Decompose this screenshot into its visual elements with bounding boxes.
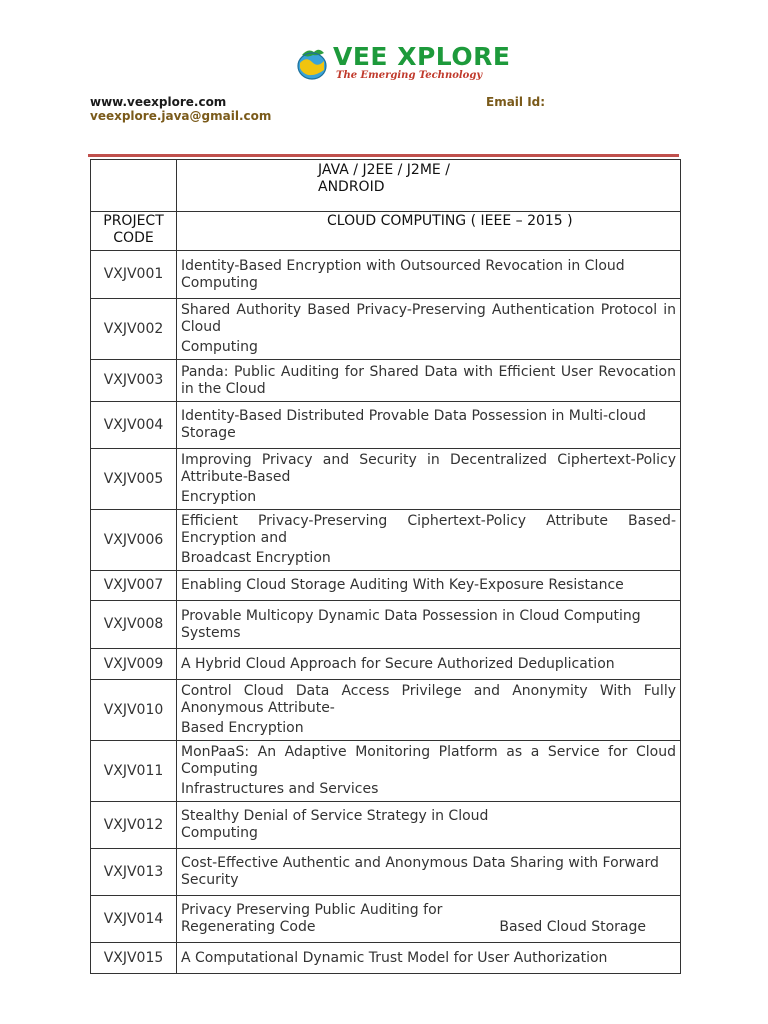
table-row bbox=[91, 510, 681, 571]
project-title bbox=[177, 510, 681, 571]
brand-name: VEE XPLORE bbox=[333, 42, 511, 71]
project-code: VXJV008 bbox=[91, 601, 177, 649]
project-title bbox=[177, 896, 681, 943]
globe-logo-icon bbox=[296, 46, 328, 80]
project-code: VXJV009 bbox=[91, 649, 177, 680]
project-table bbox=[90, 159, 681, 974]
table-row bbox=[91, 449, 681, 510]
project-title-line: Improving Privacy and Security in Decentralized Ciphertext-Policy Attribute-Based bbox=[181, 452, 676, 485]
project-title-line: Privacy Preserving Public Auditing for bbox=[181, 902, 443, 918]
project-title-line: Systems bbox=[181, 624, 241, 641]
project-code: VXJV007 bbox=[91, 571, 177, 601]
project-title-line: Cost-Effective Authentic and Anonymous Data Sharing with Forward bbox=[181, 855, 659, 871]
table-row bbox=[91, 402, 681, 449]
table-row bbox=[91, 360, 681, 402]
project-code: VXJV003 bbox=[91, 360, 177, 402]
project-code: VXJV001 bbox=[91, 251, 177, 299]
project-title-line: Panda: Public Auditing for Shared Data with Efficient User Revocation in the Cloud bbox=[181, 363, 676, 397]
project-title-line: Efficient Privacy-Preserving Ciphertext-Policy Attribute Based-Encryption and bbox=[181, 513, 676, 546]
project-title-line: Broadcast Encryption bbox=[181, 550, 331, 566]
project-title-line: Regenerating Code bbox=[181, 919, 316, 935]
project-title-line: A Computational Dynamic Trust Model for User Authorization bbox=[181, 949, 608, 966]
project-title-line: Identity-Based Distributed Provable Data Possession in Multi-cloud bbox=[181, 408, 646, 424]
code-header-line-2: CODE bbox=[113, 230, 154, 246]
project-title-line: Enabling Cloud Storage Auditing With Key-Exposure Resistance bbox=[181, 577, 624, 593]
email-address[interactable]: veexplore.java@gmail.com bbox=[90, 109, 272, 123]
project-title-line: A Hybrid Cloud Approach for Secure Authorized Deduplication bbox=[181, 655, 615, 672]
project-title bbox=[177, 943, 681, 974]
code-column-header bbox=[91, 212, 177, 251]
table-row bbox=[91, 649, 681, 680]
project-code: VXJV015 bbox=[91, 943, 177, 974]
project-code: VXJV011 bbox=[91, 741, 177, 802]
project-title-line: Security bbox=[181, 872, 239, 888]
table-row bbox=[91, 849, 681, 896]
website-link[interactable]: www.veexplore.com bbox=[90, 95, 227, 109]
project-title bbox=[177, 680, 681, 741]
table-row bbox=[91, 896, 681, 943]
heading-cell bbox=[177, 160, 681, 212]
brand-logo bbox=[296, 42, 511, 86]
project-title bbox=[177, 649, 681, 680]
table-row bbox=[91, 802, 681, 849]
project-code: VXJV004 bbox=[91, 402, 177, 449]
project-title bbox=[177, 360, 681, 402]
project-code: VXJV010 bbox=[91, 680, 177, 741]
project-title-line: Based Encryption bbox=[181, 720, 304, 736]
table-row bbox=[91, 680, 681, 741]
brand-tagline: The Emerging Technology bbox=[336, 70, 483, 81]
table-row bbox=[91, 601, 681, 649]
project-title-line: Provable Multicopy Dynamic Data Possession in Cloud Computing bbox=[181, 607, 641, 624]
project-title bbox=[177, 571, 681, 601]
project-title-line: Shared Authority Based Privacy-Preserving Authentication Protocol in Cloud bbox=[181, 302, 676, 335]
project-code: VXJV013 bbox=[91, 849, 177, 896]
project-title-line: Control Cloud Data Access Privilege and Anonymity With Fully Anonymous Attribute- bbox=[181, 683, 676, 716]
project-code: VXJV014 bbox=[91, 896, 177, 943]
project-title-line: Storage bbox=[181, 425, 236, 441]
table-row bbox=[91, 943, 681, 974]
project-code: VXJV006 bbox=[91, 510, 177, 571]
code-header-line-1: PROJECT bbox=[103, 213, 164, 229]
project-code: VXJV005 bbox=[91, 449, 177, 510]
section-header: CLOUD COMPUTING ( IEEE – 2015 ) bbox=[177, 212, 681, 251]
heading-line-1: JAVA / J2EE / J2ME / bbox=[318, 162, 450, 178]
project-title-line: Encryption bbox=[181, 489, 257, 505]
table-heading-row bbox=[91, 160, 681, 212]
project-title bbox=[177, 402, 681, 449]
heading-line-2: ANDROID bbox=[318, 179, 385, 195]
project-title bbox=[177, 299, 681, 360]
table-header-row bbox=[91, 212, 681, 251]
header-divider bbox=[88, 154, 679, 157]
project-title bbox=[177, 251, 681, 299]
project-title-line: Based Cloud Storage bbox=[499, 919, 646, 935]
project-title bbox=[177, 601, 681, 649]
project-title-line: Computing bbox=[181, 825, 258, 841]
project-title-line: Computing bbox=[181, 339, 258, 355]
project-title bbox=[177, 741, 681, 802]
project-title-line: MonPaaS: An Adaptive Monitoring Platform as a Service for Cloud Computing bbox=[181, 744, 676, 777]
project-title-line: Infrastructures and Services bbox=[181, 781, 379, 797]
project-title bbox=[177, 849, 681, 896]
project-code: VXJV002 bbox=[91, 299, 177, 360]
project-title-line: Identity-Based Encryption with Outsourced Revocation in Cloud bbox=[181, 257, 625, 274]
table-row bbox=[91, 251, 681, 299]
heading-left-cell bbox=[91, 160, 177, 212]
table-row bbox=[91, 741, 681, 802]
project-title-line: Computing bbox=[181, 274, 258, 291]
project-title-line: Stealthy Denial of Service Strategy in Cloud bbox=[181, 808, 489, 824]
project-title bbox=[177, 802, 681, 849]
table-row bbox=[91, 571, 681, 601]
project-code: VXJV012 bbox=[91, 802, 177, 849]
project-title bbox=[177, 449, 681, 510]
table-row bbox=[91, 299, 681, 360]
email-label: Email Id: bbox=[486, 95, 546, 109]
